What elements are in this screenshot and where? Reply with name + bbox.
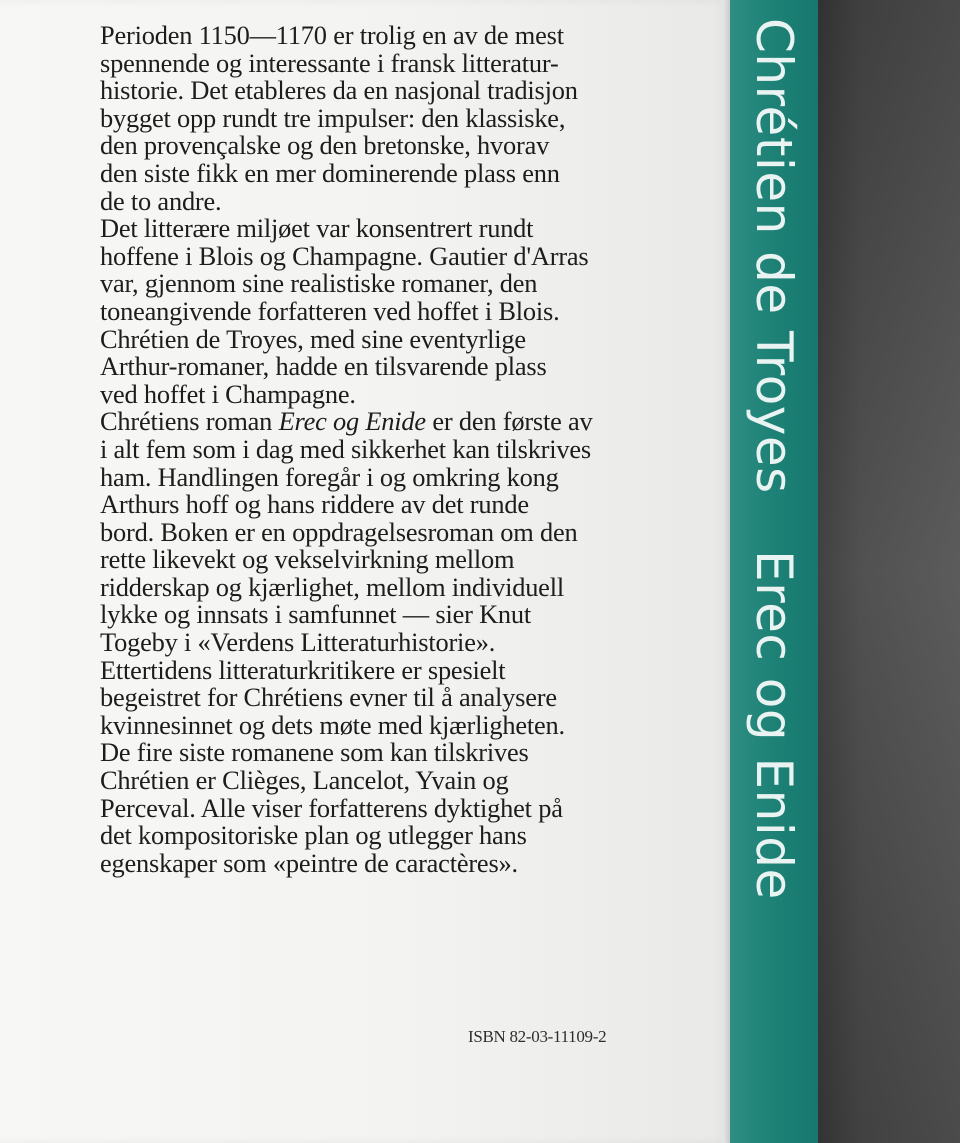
blurb-line: i alt fem som i dag med sikkerhet kan tilskrives — [100, 433, 591, 464]
blurb-line: ridderskap og kjærlighet, mellom individuell — [100, 571, 564, 602]
blurb-line: hoffene i Blois og Champagne. Gautier d'Arras — [100, 240, 589, 271]
blurb-line: den siste fikk en mer dominerende plass enn — [100, 157, 560, 188]
blurb-line: ham. Handlingen foregår i og omkring kong — [100, 461, 559, 492]
background-shadow — [818, 0, 960, 1143]
blurb-line: De fire siste romanene som kan tilskrives — [100, 737, 529, 768]
blurb-line: begeistret for Chrétiens evner til å analysere — [100, 682, 557, 713]
blurb-text-before: Chrétiens roman — [100, 406, 279, 437]
blurb-line: egenskaper som «peintre de caractères». — [100, 847, 518, 878]
blurb-line: rette likevekt og vekselvirkning mellom — [100, 544, 515, 575]
book-title-italic: Erec og Enide — [278, 406, 426, 437]
spine-title: Erec og Enide — [745, 550, 803, 900]
blurb-line: spennende og interessante i fransk litteratur- — [100, 47, 559, 78]
blurb-line: Arthur-romaner, hadde en tilsvarende plass — [100, 351, 547, 382]
blurb-line: historie. Det etableres da en nasjonal tradisjon — [100, 75, 578, 106]
blurb-text — [100, 22, 660, 877]
spine-author: Chrétien de Troyes — [745, 18, 803, 494]
blurb-line: Arthurs hoff og hans riddere av det runde — [100, 489, 529, 520]
blurb-line: bord. Boken er en oppdragelsesroman om den — [100, 516, 578, 547]
blurb-line: Perceval. Alle viser forfatterens dyktighet på — [100, 792, 563, 823]
blurb-line: kvinnesinnet og dets møte med kjærligheten. — [100, 709, 565, 740]
blurb-line: Chrétien de Troyes, med sine eventyrlige — [100, 323, 526, 354]
blurb-line: Togeby i «Verdens Litteraturhistorie». — [100, 627, 496, 658]
blurb-line: lykke og innsats i samfunnet — sier Knut — [100, 599, 532, 630]
blurb-line: Chrétien er Clièges, Lancelot, Yvain og — [100, 765, 509, 796]
blurb-line: Det litterære miljøet var konsentrert rundt — [100, 213, 534, 244]
blurb-line: Ettertidens litteraturkritikere er spesielt — [100, 654, 506, 685]
blurb-line: bygget opp rundt tre impulser: den klassiske, — [100, 102, 566, 133]
blurb-line: toneangivende forfatteren ved hoffet i Blois. — [100, 295, 560, 326]
blurb-line: Perioden 1150—1170 er trolig en av de mest — [100, 20, 564, 50]
isbn-label: ISBN 82-03-11109-2 — [468, 1027, 607, 1046]
blurb-line: det kompositoriske plan og utlegger hans — [100, 820, 527, 851]
blurb-line: ved hoffet i Champagne. — [100, 378, 356, 409]
blurb-line-with-title — [100, 408, 660, 436]
book-spine — [730, 0, 818, 1143]
blurb-line: de to andre. — [100, 185, 222, 216]
blurb-line: var, gjennom sine realistiske romaner, den — [100, 268, 538, 299]
blurb-text-after: er den første av — [425, 406, 593, 437]
blurb-line: den provençalske og den bretonske, hvorav — [100, 130, 550, 161]
spine-text — [744, 18, 804, 900]
